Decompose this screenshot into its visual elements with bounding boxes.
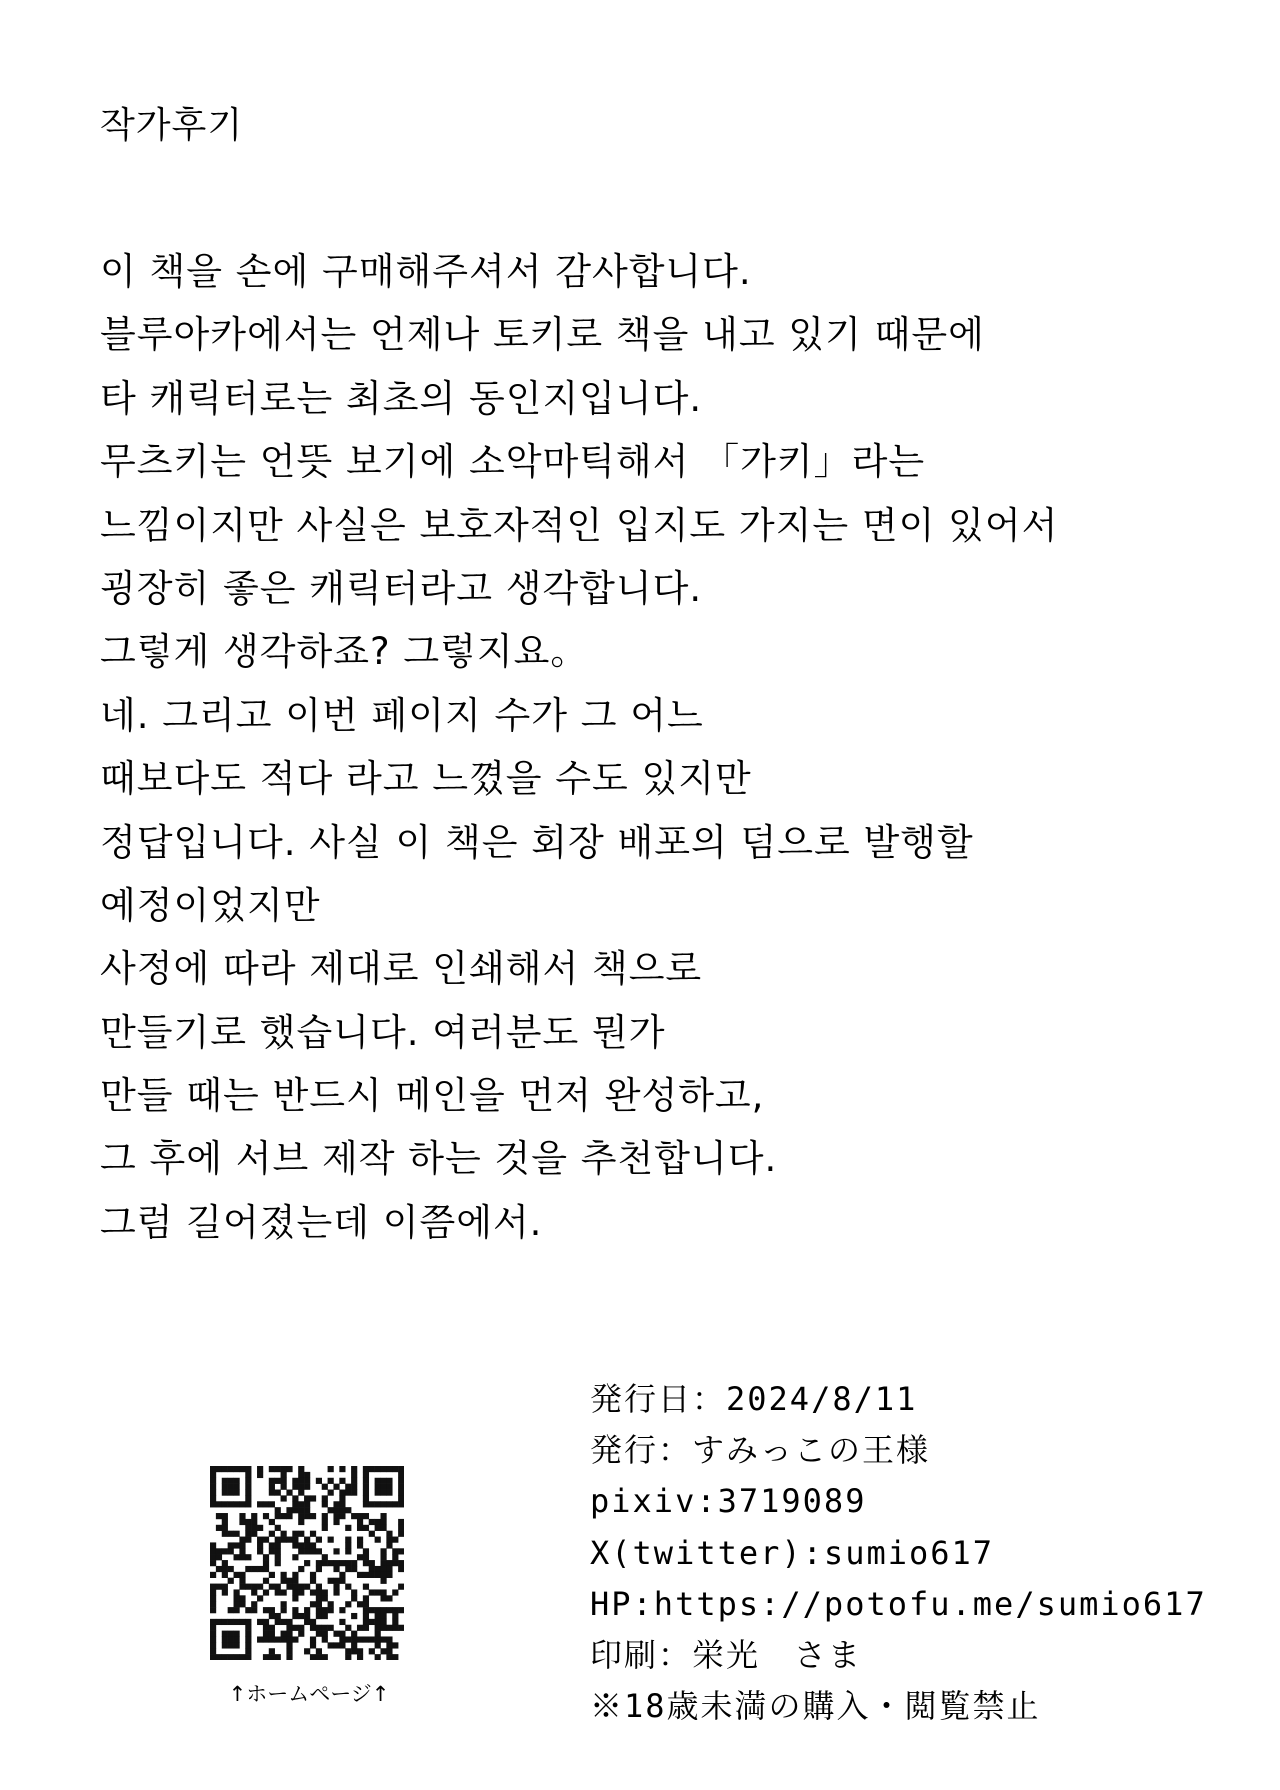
body-line: 그렇게 생각하죠? 그렇지요。 — [100, 630, 589, 674]
body-line: 정답입니다. 사실 이 책은 회장 배포의 덤으로 발행할 — [100, 820, 974, 864]
homepage-url[interactable]: HP:https://potofu.me/sumio617 — [590, 1584, 1207, 1623]
twitter-handle: X(twitter):sumio617 — [590, 1533, 995, 1572]
body-line: 타 캐릭터로는 최초의 동인지입니다. — [100, 376, 703, 420]
body-line: 네. 그리고 이번 페이지 수가 그 어느 — [100, 693, 704, 737]
body-line: 굉장히 좋은 캐릭터라고 생각합니다. — [100, 566, 703, 610]
body-line: 이 책을 손에 구매해주셔서 감사합니다. — [100, 250, 752, 293]
pixiv-id: pixiv:3719089 — [590, 1482, 867, 1521]
afterword-body — [100, 240, 1200, 1254]
body-line: 만들 때는 반드시 메인을 먼저 완성하고, — [100, 1074, 765, 1118]
age-restriction-notice: ※18歳未満の購入・閲覧禁止 — [590, 1687, 1041, 1726]
body-line: 그럼 길어졌는데 이쯤에서. — [100, 1200, 543, 1244]
body-line: 예정이었지만 — [100, 883, 321, 927]
colophon — [590, 1374, 1207, 1732]
body-line: 그 후에 서브 제작 하는 것을 추천합니다. — [100, 1137, 778, 1181]
page-title: 작가후기 — [100, 105, 244, 146]
issue-date: 発行日：2024/8/11 — [590, 1380, 918, 1418]
body-line: 만들기로 했습니다. 여러분도 뭔가 — [100, 1010, 666, 1054]
qr-code-icon[interactable] — [210, 1466, 404, 1660]
qr-caption: ↑ホームページ↑ — [228, 1682, 390, 1706]
body-line: 때보다도 적다 라고 느꼈을 수도 있지만 — [100, 757, 752, 801]
printer-credit: 印刷：栄光 さま — [590, 1635, 863, 1674]
body-line: 느낌이지만 사실은 보호자적인 입지도 가지는 면이 있어서 — [100, 503, 1059, 547]
publisher: 発行：すみっこの王様 — [590, 1431, 931, 1470]
body-line: 무츠키는 언뜻 보기에 소악마틱해서 「가키」라는 — [100, 440, 926, 484]
body-line: 블루아카에서는 언제나 토키로 책을 내고 있기 때문에 — [100, 313, 985, 357]
body-line: 사정에 따라 제대로 인쇄해서 책으로 — [100, 947, 703, 991]
